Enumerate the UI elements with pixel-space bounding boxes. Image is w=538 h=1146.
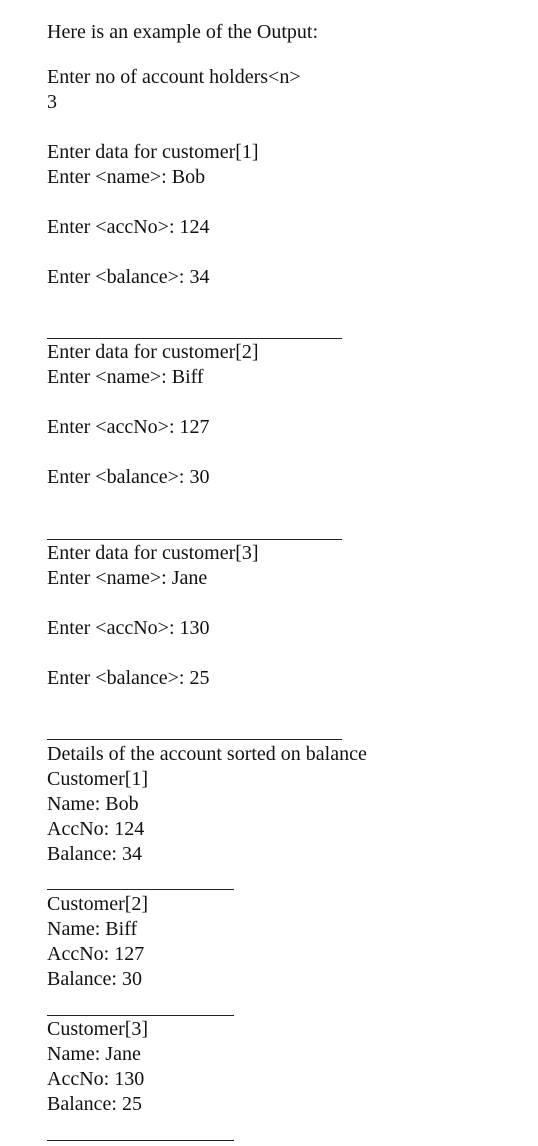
entry-name-line: Enter <name>: Jane xyxy=(47,567,208,589)
detail-acc: AccNo: 124 xyxy=(47,818,145,840)
entry-acc-line: Enter <accNo>: 124 xyxy=(47,216,210,238)
separator-line xyxy=(47,338,342,339)
prompt-count: Enter no of account holders<n> xyxy=(47,66,301,88)
entry-header: Enter data for customer[2] xyxy=(47,341,259,363)
entry-header: Enter data for customer[1] xyxy=(47,141,259,163)
details-title: Details of the account sorted on balance xyxy=(47,743,367,765)
intro-text: Here is an example of the Output: xyxy=(47,21,319,43)
entry-name-line: Enter <name>: Bob xyxy=(47,166,206,188)
detail-acc: AccNo: 127 xyxy=(47,943,145,965)
entry-acc-line: Enter <accNo>: 130 xyxy=(47,617,210,639)
entry-balance-line: Enter <balance>: 25 xyxy=(47,667,210,689)
count-value: 3 xyxy=(47,91,57,113)
detail-name: Name: Biff xyxy=(47,918,138,940)
detail-balance: Balance: 25 xyxy=(47,1093,142,1115)
entry-acc-line: Enter <accNo>: 127 xyxy=(47,416,210,438)
entry-balance-line: Enter <balance>: 30 xyxy=(47,466,210,488)
detail-name: Name: Jane xyxy=(47,1043,141,1065)
separator-line xyxy=(47,889,234,890)
separator-line xyxy=(47,539,342,540)
entry-header: Enter data for customer[3] xyxy=(47,542,259,564)
entry-balance-line: Enter <balance>: 34 xyxy=(47,266,210,288)
detail-balance: Balance: 30 xyxy=(47,968,142,990)
separator-line xyxy=(47,1015,234,1016)
detail-customer: Customer[1] xyxy=(47,768,149,790)
detail-acc: AccNo: 130 xyxy=(47,1068,145,1090)
detail-name: Name: Bob xyxy=(47,793,139,815)
detail-balance: Balance: 34 xyxy=(47,843,142,865)
entry-name-line: Enter <name>: Biff xyxy=(47,366,204,388)
detail-customer: Customer[3] xyxy=(47,1018,149,1040)
detail-customer: Customer[2] xyxy=(47,893,149,915)
separator-line xyxy=(47,739,342,740)
separator-line xyxy=(47,1140,234,1141)
